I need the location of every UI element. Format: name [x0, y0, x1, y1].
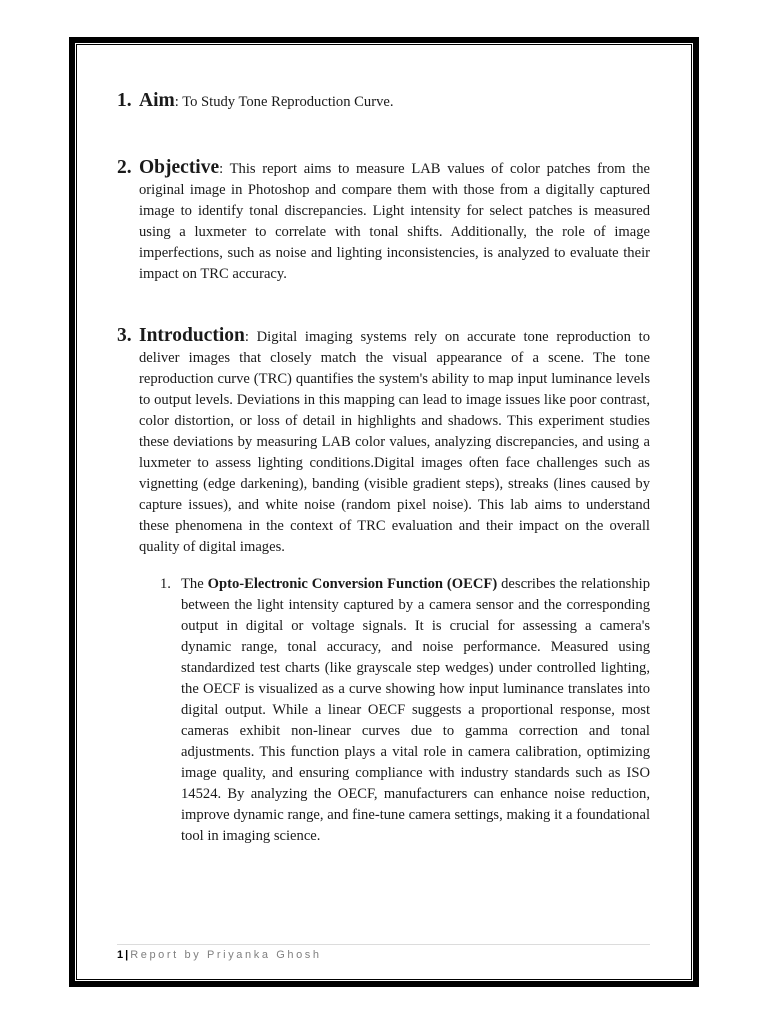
- list-item-number: 1.: [160, 576, 171, 592]
- footer-page-number: 1: [117, 949, 124, 961]
- section-number: 2.: [117, 157, 132, 178]
- section-aim: [117, 90, 650, 113]
- list-item-lead: The: [181, 576, 208, 592]
- section-text: : This report aims to measure LAB values of color patches from the original image in Photoshop and compare them with those from a digitally captured image to identify tonal discrepancies. Light intensity for select patches is measured using a luxmeter to correlate with tonal shifts. Additionally, the role of image imperfections, such as noise and lighting inconsistencies, is analyzed to evaluate their impact on TRC accuracy.: [139, 161, 650, 282]
- section-title: Introduction: [139, 325, 245, 346]
- document-body: [117, 86, 650, 847]
- list-item-term: Opto-Electronic Conversion Function (OECF): [207, 576, 498, 592]
- section-objective: [117, 157, 650, 285]
- numbered-list: [117, 574, 650, 847]
- page-footer: [117, 944, 650, 961]
- section-text: : To Study Tone Reproduction Curve.: [174, 94, 394, 110]
- footer-separator: |: [125, 949, 129, 961]
- section-number: 1.: [117, 90, 132, 111]
- section-title: Objective: [139, 157, 220, 178]
- section-introduction: [117, 325, 650, 558]
- section-text: : Digital imaging systems rely on accurate tone reproduction to deliver images that closely match the visual appearance of a scene. The tone reproduction curve (TRC) quantifies the system's ability to map input luminance levels to output levels. Deviations in this mapping can lead to image issues like poor contrast, color distortion, or loss of detail in highlights and shadows. This experiment studies these deviations by measuring LAB color values, analyzing discrepancies, and using a luxmeter to assess lighting conditions.Digital images often face challenges such as vignetting (edge darkening), banding (visible gradient steps), streaks (lines caused by capture issues), and white noise (random pixel noise). This lab aims to understand these phenomena in the context of TRC evaluation and their impact on the overall quality of digital images.: [139, 329, 650, 555]
- section-number: 3.: [117, 325, 132, 346]
- section-title: Aim: [139, 90, 175, 111]
- footer-author-text: Report by Priyanka Ghosh: [130, 949, 322, 961]
- list-item-text: describes the relationship between the light intensity captured by a camera sensor and the corresponding output in digital or voltage signals. It is crucial for assessing a camera's dynamic range, tonal accuracy, and noise performance. Measured using standardized test charts (like grayscale step wedges) under controlled lighting, the OECF is visualized as a curve showing how input luminance translates into digital output. While a linear OECF suggests a proportional response, most cameras exhibit non-linear curves due to gamma correction and tonal adjustments. This function plays a vital role in camera calibration, optimizing image quality, and ensuring compliance with industry standards such as ISO 14524. By analyzing the OECF, manufacturers can enhance noise reduction, improve dynamic range, and fine-tune camera settings, making it a foundational tool in imaging science.: [181, 576, 650, 844]
- list-item: [160, 574, 650, 847]
